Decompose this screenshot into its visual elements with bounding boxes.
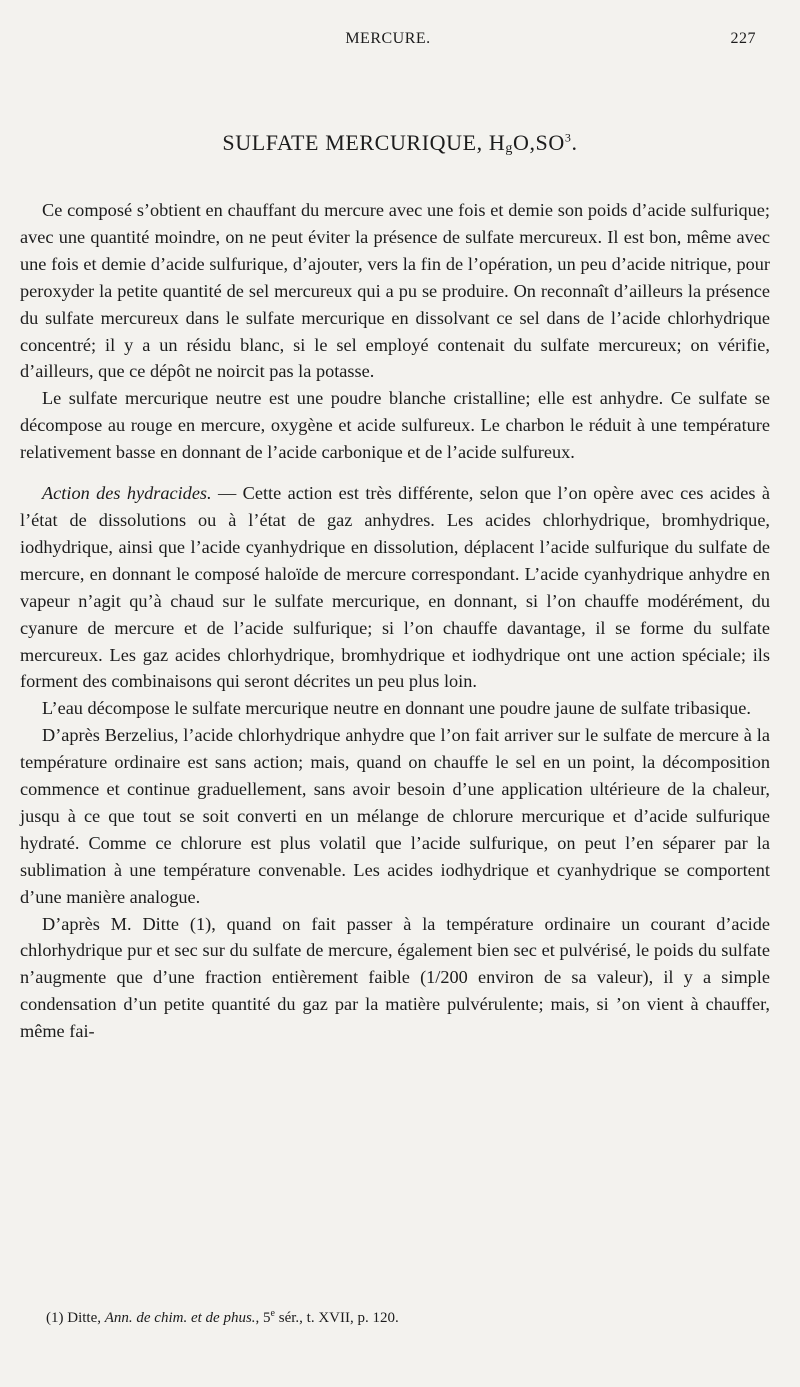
footnote-journal: Ann. de chim. et de phus.	[104, 1310, 256, 1326]
title-text: SULFATE MERCURIQUE, H	[222, 130, 506, 155]
body-text	[20, 197, 770, 1045]
footnote-marker: (1) Ditte,	[46, 1310, 105, 1326]
title-superscript: 3	[564, 130, 572, 145]
paragraph-hydracids	[20, 480, 770, 695]
paragraph-properties: Le sulfate mercurique neutre est une poudre blanche cristalline; elle est anhydre. Ce sulfate se décompose au rouge en mercure, oxygène et acide sulfureux. Le charbon le réduit à une température relativement basse en donnant de l’acide carbonique et de l’acide sulfureux.	[20, 388, 770, 463]
title-subscript: g	[505, 141, 513, 156]
paragraph-lead: Action des hydracides.	[42, 483, 212, 504]
running-title: MERCURE.	[345, 30, 431, 47]
paragraph-preparation: Ce composé s’obtient en chauffant du mercure avec une fois et demie son poids d’acide sulfurique; avec une quantité moindre, on ne peut éviter la présence de sulfate mercureux. Il est bon, même avec une fois et demie d’acide sulfurique, d’ajouter, vers la fin de l’opération, un peu d’acide nitrique, pour peroxyder la petite quantité de sel mercureux qui a pu se produire. On reconnaît d’ailleurs la présence du sulfate mercureux dans le sulfate mercurique en dissolvant ce sel dans de l’acide chlorhydrique concentré; il y a un résidu blanc, si le sel employé contenait du sulfate mercureux; on vérifie, d’ailleurs, que ce dépôt ne noircit pas la potasse.	[20, 200, 770, 382]
paragraph-berzelius: D’après Berzelius, l’acide chlorhydrique anhydre que l’on fait arriver sur le sulfate de mercure à la température ordinaire est sans action; mais, quand on chauffe le sel en un point, la décomposition commence et continue graduellement, sans avoir besoin d’une application ultérieure de la chaleur, jusqu à ce que tout se soit converti en un mélange de chlorure mercurique et d’acide sulfurique hydraté. Comme ce chlorure est plus volatil que l’acide sulfurique, on peut l’en séparer par la sublimation à une température convenable. Les acides iodhydrique et cyanhydrique se comportent d’une manière analogue.	[20, 725, 770, 907]
footnote	[46, 1303, 770, 1329]
paragraph-ditte: D’après M. Ditte (1), quand on fait passer à la température ordinaire un courant d’acide chlorhydrique pur et sec sur du sulfate de mercure, également bien sec et pulvérisé, le poids du sulfate n’augmente que d’une fraction entièrement faible (1/200 environ de sa valeur), il y a simple condensation d’un petite quantité du gaz par la matière pulvérulente; mais, si ’on vient à chauffer, même fai-	[20, 913, 770, 1042]
footnote-series-sup: e	[270, 1308, 275, 1319]
page-number: 227	[730, 30, 756, 47]
footnote-reference: sér., t. XVII, p. 120.	[275, 1310, 399, 1326]
footnote-series: , 5	[255, 1310, 271, 1326]
section-title	[0, 130, 800, 157]
paragraph-water: L’eau décompose le sulfate mercurique neutre en donnant une poudre jaune de sulfate tribasique.	[42, 698, 751, 719]
title-formula: O,SO	[512, 130, 565, 155]
paragraph-hydracids-text: — Cette action est très différente, selon que l’on opère avec ces acides à l’état de dissolutions ou à l’état de gaz anhydres. Les acides chlorhydrique, bromhydrique, iodhydrique, ainsi que l’acide cyanhydrique en dissolution, déplacent l’acide sulfurique du sulfate de mercure, en donnant le composé haloïde de mercure correspondant. L’acide cyanhydrique anhydre en vapeur n’agit qu’à chaud sur le sulfate mercurique, en donnant, si l’on chauffe modérément, du cyanure de mercure et de l’acide sulfurique; si l’on chauffe davantage, il se forme du sulfate mercureux. Les gaz acides chlorhydrique, bromhydrique et iodhydrique ont une action spéciale; ils forment des combinaisons qui seront décrites un peu plus loin.	[20, 483, 770, 692]
running-head	[20, 30, 756, 52]
title-period: .	[571, 130, 578, 155]
